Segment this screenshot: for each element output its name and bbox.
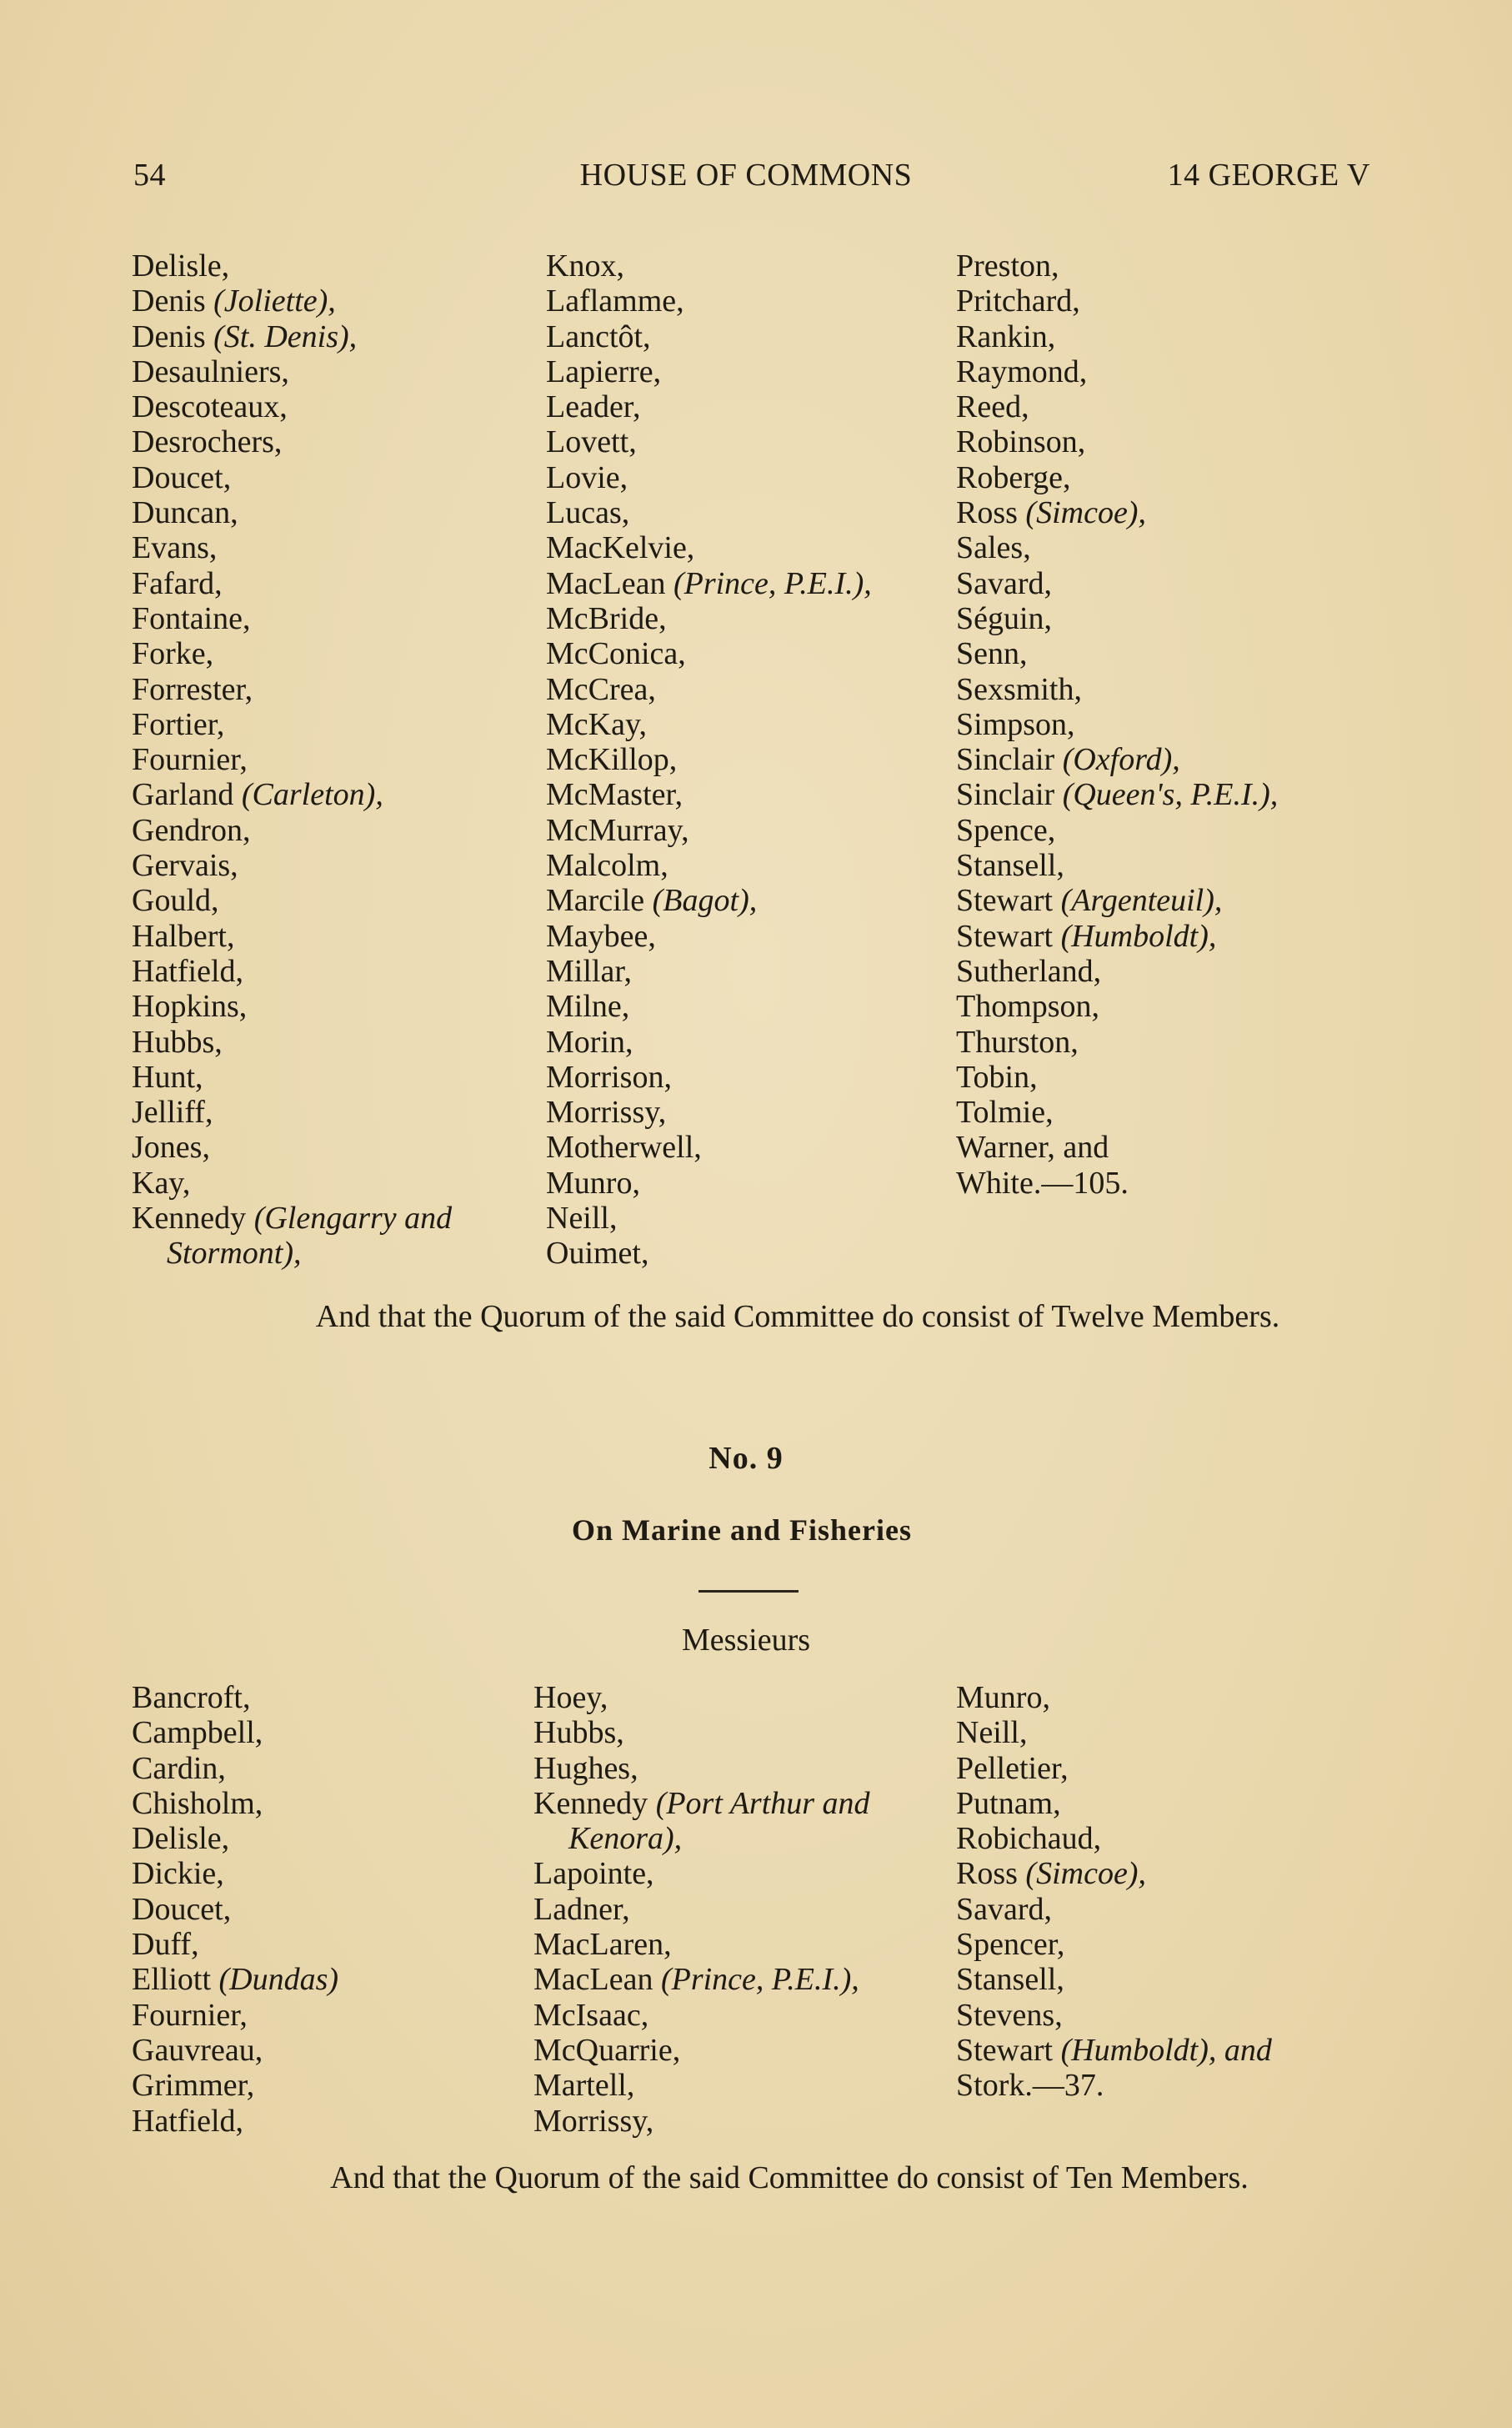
member-entry: [956, 1927, 1272, 1962]
member-name: Fontaine,: [132, 600, 251, 636]
constituency-note: Stormont),: [167, 1236, 302, 1272]
member-entry: [533, 1962, 870, 1997]
member-name: Forke,: [132, 636, 214, 672]
member-entry: [132, 1856, 338, 1891]
member-name: Hunt,: [132, 1059, 203, 1095]
member-entry: [546, 389, 872, 424]
member-entry: [132, 1130, 452, 1165]
member-name: Dickie,: [132, 1856, 224, 1892]
member-entry: [132, 707, 452, 742]
member-name: Thurston,: [956, 1024, 1079, 1060]
member-name: Halbert,: [132, 918, 235, 954]
member-name: Chisholm,: [132, 1785, 263, 1821]
member-name: Lovett,: [546, 424, 637, 460]
member-entry: [956, 2033, 1272, 2068]
member-name: Laflamme,: [546, 283, 684, 319]
member-entry: [956, 954, 1278, 989]
member-name: Hatfield,: [132, 2103, 244, 2139]
member-name: Rankin,: [956, 319, 1056, 354]
member-name: Lucas,: [546, 495, 630, 531]
member-entry: [956, 319, 1278, 354]
member-name: Savard,: [956, 1891, 1053, 1927]
member-name: Warner, and: [956, 1130, 1109, 1166]
member-entry: [956, 707, 1278, 742]
member-name: MacLean: [546, 565, 673, 601]
member-name: McMurray,: [546, 812, 689, 848]
member-entry: [533, 2068, 870, 2103]
member-entry: [956, 1751, 1272, 1786]
member-name: Tolmie,: [956, 1095, 1054, 1131]
member-entry: [132, 319, 452, 354]
member-entry: [132, 2104, 338, 2139]
member-entry: [956, 742, 1278, 777]
member-name: Milne,: [546, 989, 630, 1025]
member-entry: [956, 813, 1278, 848]
member-entry: [132, 2068, 338, 2103]
member-name: Hubbs,: [533, 1715, 624, 1751]
member-entry: [956, 460, 1278, 495]
member-entry: [132, 1201, 452, 1236]
member-entry: [132, 1927, 338, 1962]
member-entry: [132, 848, 452, 883]
member-entry: [546, 1130, 872, 1165]
member-entry: [132, 1786, 338, 1821]
member-entry: [132, 777, 452, 812]
member-entry: [533, 1892, 870, 1927]
member-entry: [956, 566, 1278, 601]
member-name: Tobin,: [956, 1059, 1038, 1095]
member-entry: [956, 777, 1278, 812]
member-name: Denis: [132, 319, 214, 354]
member-name: Reed,: [956, 389, 1029, 425]
member-name: Sales,: [956, 530, 1031, 566]
member-name: Stansell,: [956, 1962, 1064, 1998]
member-name: MacKelvie,: [546, 530, 695, 566]
member-entry: [132, 636, 452, 671]
member-name: Stewart: [956, 2032, 1061, 2068]
member-name: McKillop,: [546, 742, 678, 778]
member-entry: [956, 2068, 1272, 2103]
member-name: Ross: [956, 495, 1026, 531]
member-name: Motherwell,: [546, 1130, 702, 1166]
committee-list-col-3: [956, 248, 1278, 1201]
constituency-note: (Simcoe),: [1025, 1856, 1146, 1892]
member-entry: [132, 1060, 452, 1095]
member-name: Knox,: [546, 248, 624, 283]
constituency-note: (Prince, P.E.I.),: [673, 565, 872, 601]
member-name: Leader,: [546, 389, 641, 425]
constituency-note: (Joliette),: [213, 283, 336, 319]
member-name: Morrissy,: [546, 1095, 667, 1131]
constituency-note: (Carleton),: [241, 777, 383, 813]
member-name: Roberge,: [956, 459, 1071, 495]
member-entry: [132, 495, 452, 530]
member-entry: [533, 1821, 870, 1856]
member-name: Séguin,: [956, 600, 1053, 636]
running-title: HOUSE OF COMMONS: [579, 158, 913, 193]
member-entry: [533, 1998, 870, 2033]
member-entry: [546, 989, 872, 1024]
member-entry: [132, 354, 452, 389]
member-entry: [546, 460, 872, 495]
member-entry: [956, 1025, 1278, 1060]
section-title: On Marine and Fisheries: [572, 1513, 912, 1547]
member-entry: [956, 530, 1278, 565]
member-entry: [546, 919, 872, 954]
member-entry: [132, 1236, 452, 1271]
member-name: Maybee,: [546, 918, 656, 954]
constituency-note: (St. Denis),: [213, 319, 358, 354]
member-entry: [132, 919, 452, 954]
member-name: Gendron,: [132, 812, 251, 848]
constituency-note: Kenora),: [568, 1821, 683, 1857]
member-entry: [132, 1821, 338, 1856]
member-entry: [533, 1680, 870, 1715]
member-name: Stewart: [956, 883, 1061, 919]
member-entry: [546, 248, 872, 283]
member-entry: [533, 1715, 870, 1750]
member-name: McMaster,: [546, 777, 683, 813]
member-entry: [546, 742, 872, 777]
member-entry: [533, 1786, 870, 1821]
member-name: Ladner,: [533, 1891, 630, 1927]
member-name: Gervais,: [132, 848, 238, 884]
member-name: McQuarrie,: [533, 2032, 681, 2068]
member-name: McConica,: [546, 636, 686, 672]
constituency-note: (Glengarry and: [253, 1201, 453, 1237]
constituency-note: (Port Arthur and: [655, 1785, 870, 1821]
member-name: Martell,: [533, 2068, 635, 2104]
member-name: Sexsmith,: [956, 671, 1082, 707]
member-name: Jelliff,: [132, 1095, 213, 1131]
member-name: Lapierre,: [546, 354, 662, 389]
member-name: Senn,: [956, 636, 1028, 672]
member-entry: [956, 1060, 1278, 1095]
member-name: McBride,: [546, 600, 667, 636]
member-entry: [956, 1166, 1278, 1201]
member-entry: [132, 424, 452, 459]
member-entry: [546, 319, 872, 354]
member-name: Simpson,: [956, 706, 1075, 742]
member-name: Millar,: [546, 953, 632, 989]
member-name: Robinson,: [956, 424, 1086, 460]
member-entry: [956, 601, 1278, 636]
member-entry: [546, 848, 872, 883]
member-name: Marcile: [546, 883, 653, 919]
member-entry: [546, 1201, 872, 1236]
member-name: Spencer,: [956, 1927, 1065, 1963]
member-name: Doucet,: [132, 1891, 232, 1927]
member-entry: [546, 707, 872, 742]
member-entry: [956, 1998, 1272, 2033]
member-entry: [132, 1095, 452, 1130]
member-entry: [132, 954, 452, 989]
quorum-statement: And that the Quorum of the said Committee do consist of Ten Members.: [330, 2160, 1249, 2195]
member-entry: [956, 1821, 1272, 1856]
member-entry: [956, 1892, 1272, 1927]
committee-list-col-1: [132, 248, 452, 1272]
member-entry: [132, 883, 452, 918]
member-entry: [132, 283, 452, 319]
member-entry: [132, 1892, 338, 1927]
member-entry: [956, 354, 1278, 389]
member-entry: [956, 283, 1278, 319]
member-name: Robichaud,: [956, 1821, 1102, 1857]
member-name: Gauvreau,: [132, 2032, 263, 2068]
quorum-statement: And that the Quorum of the said Committee do consist of Twelve Members.: [315, 1299, 1280, 1334]
member-entry: [132, 460, 452, 495]
member-entry: [546, 777, 872, 812]
member-name: Munro,: [546, 1165, 640, 1201]
member-entry: [546, 636, 872, 671]
member-name: Stork.—37.: [956, 2068, 1104, 2104]
member-entry: [132, 1751, 338, 1786]
member-name: Munro,: [956, 1680, 1050, 1715]
member-name: Lanctôt,: [546, 319, 651, 354]
member-entry: [956, 389, 1278, 424]
constituency-note: (Oxford),: [1062, 742, 1180, 778]
member-name: Hubbs,: [132, 1024, 223, 1060]
member-name: Savard,: [956, 565, 1053, 601]
member-entry: [546, 813, 872, 848]
member-name: Kennedy: [533, 1785, 656, 1821]
member-name: Pelletier,: [956, 1750, 1069, 1786]
member-entry: [546, 1236, 872, 1271]
section-divider: [698, 1590, 799, 1593]
member-name: Kennedy: [132, 1201, 254, 1237]
member-entry: [546, 566, 872, 601]
member-entry: [132, 530, 452, 565]
member-name: Hughes,: [533, 1750, 638, 1786]
member-entry: [956, 989, 1278, 1024]
member-name: Lapointe,: [533, 1856, 654, 1892]
member-name: Campbell,: [132, 1715, 263, 1751]
member-name: Ross: [956, 1856, 1026, 1892]
member-name: Hopkins,: [132, 989, 248, 1025]
member-entry: [132, 2033, 338, 2068]
member-name: Morin,: [546, 1024, 633, 1060]
constituency-note: (Humboldt),: [1060, 918, 1217, 954]
member-entry: [546, 672, 872, 707]
member-name: Fournier,: [132, 1997, 248, 2033]
member-entry: [956, 1715, 1272, 1750]
member-name: Fortier,: [132, 706, 225, 742]
member-entry: [956, 1962, 1272, 1997]
member-name: Morrissy,: [533, 2103, 654, 2139]
member-name: Lovie,: [546, 459, 628, 495]
member-entry: [533, 2033, 870, 2068]
member-name: Stewart: [956, 918, 1061, 954]
member-entry: [546, 954, 872, 989]
member-name: Hoey,: [533, 1680, 608, 1715]
member-entry: [132, 1166, 452, 1201]
member-name: Neill,: [546, 1201, 618, 1237]
member-entry: [132, 1680, 338, 1715]
fisheries-list-col-2: [533, 1680, 870, 2139]
member-entry: [546, 424, 872, 459]
member-name: Gould,: [132, 883, 219, 919]
constituency-note: (Argenteuil),: [1060, 883, 1223, 919]
committee-list-col-2: [546, 248, 872, 1272]
member-entry: [956, 495, 1278, 530]
member-entry: [546, 1095, 872, 1130]
member-entry: [546, 1060, 872, 1095]
member-name: Hatfield,: [132, 953, 244, 989]
member-entry: [132, 248, 452, 283]
page-number: 54: [133, 158, 166, 193]
member-name: Garland: [132, 777, 242, 813]
member-name: Bancroft,: [132, 1680, 251, 1715]
member-name: Sutherland,: [956, 953, 1102, 989]
member-name: Malcolm,: [546, 848, 668, 884]
member-name: Pritchard,: [956, 283, 1080, 319]
member-entry: [533, 1927, 870, 1962]
member-entry: [132, 389, 452, 424]
member-name: Desaulniers,: [132, 354, 289, 389]
member-entry: [132, 813, 452, 848]
member-entry: [956, 919, 1278, 954]
constituency-note: (Humboldt), and: [1060, 2032, 1272, 2068]
member-name: Sinclair: [956, 742, 1063, 778]
member-entry: [956, 424, 1278, 459]
member-entry: [546, 354, 872, 389]
member-entry: [546, 495, 872, 530]
fisheries-list-col-3: [956, 1680, 1272, 2104]
member-name: Fournier,: [132, 742, 248, 778]
member-entry: [132, 1998, 338, 2033]
constituency-note: (Bagot),: [652, 883, 758, 919]
member-entry: [132, 742, 452, 777]
member-entry: [132, 672, 452, 707]
member-entry: [956, 1095, 1278, 1130]
member-entry: [132, 566, 452, 601]
member-name: Thompson,: [956, 989, 1100, 1025]
member-entry: [546, 883, 872, 918]
member-name: White.—105.: [956, 1165, 1129, 1201]
member-name: Ouimet,: [546, 1236, 649, 1272]
member-name: Delisle,: [132, 248, 230, 283]
member-name: Raymond,: [956, 354, 1088, 389]
member-name: Elliott: [132, 1962, 219, 1998]
member-name: MacLaren,: [533, 1927, 672, 1963]
member-name: Descoteaux,: [132, 389, 288, 425]
member-entry: [132, 1715, 338, 1750]
member-name: Morrison,: [546, 1059, 672, 1095]
constituency-note: (Dundas): [218, 1962, 339, 1998]
member-name: Duncan,: [132, 495, 238, 531]
member-name: Sinclair: [956, 777, 1063, 813]
member-entry: [956, 1856, 1272, 1891]
member-entry: [132, 1025, 452, 1060]
member-name: Spence,: [956, 812, 1056, 848]
member-name: Delisle,: [132, 1821, 230, 1857]
constituency-note: (Queen's, P.E.I.),: [1062, 777, 1279, 813]
member-name: Putnam,: [956, 1785, 1061, 1821]
member-entry: [956, 1130, 1278, 1165]
member-entry: [533, 1856, 870, 1891]
member-name: Forrester,: [132, 671, 253, 707]
member-entry: [546, 1166, 872, 1201]
member-entry: [546, 530, 872, 565]
member-name: Denis: [132, 283, 214, 319]
member-entry: [956, 672, 1278, 707]
member-name: Duff,: [132, 1927, 199, 1963]
member-name: Evans,: [132, 530, 218, 566]
member-name: McCrea,: [546, 671, 656, 707]
member-name: Jones,: [132, 1130, 210, 1166]
member-entry: [956, 248, 1278, 283]
member-name: Doucet,: [132, 459, 232, 495]
member-entry: [533, 1751, 870, 1786]
member-name: MacLean: [533, 1962, 661, 1998]
member-name: Kay,: [132, 1165, 191, 1201]
member-name: Grimmer,: [132, 2068, 255, 2104]
member-entry: [956, 883, 1278, 918]
member-entry: [533, 2104, 870, 2139]
member-name: McIsaac,: [533, 1997, 649, 2033]
member-entry: [132, 989, 452, 1024]
member-entry: [546, 283, 872, 319]
member-entry: [546, 601, 872, 636]
member-entry: [956, 1680, 1272, 1715]
regnal-year: 14 GEORGE V: [1167, 158, 1370, 193]
member-entry: [956, 848, 1278, 883]
member-entry: [132, 1962, 338, 1997]
member-entry: [546, 1025, 872, 1060]
member-entry: [132, 601, 452, 636]
member-name: Stevens,: [956, 1997, 1063, 2033]
member-name: Neill,: [956, 1715, 1028, 1751]
member-name: Cardin,: [132, 1750, 226, 1786]
member-name: Preston,: [956, 248, 1059, 283]
constituency-note: (Simcoe),: [1025, 495, 1146, 531]
constituency-note: (Prince, P.E.I.),: [660, 1962, 859, 1998]
salutation: Messieurs: [681, 1623, 811, 1658]
member-name: Stansell,: [956, 848, 1064, 884]
member-entry: [956, 1786, 1272, 1821]
member-name: McKay,: [546, 706, 647, 742]
member-entry: [956, 636, 1278, 671]
member-name: Desrochers,: [132, 424, 283, 460]
section-number: No. 9: [708, 1441, 784, 1476]
member-name: Fafard,: [132, 565, 223, 601]
fisheries-list-col-1: [132, 1680, 338, 2139]
